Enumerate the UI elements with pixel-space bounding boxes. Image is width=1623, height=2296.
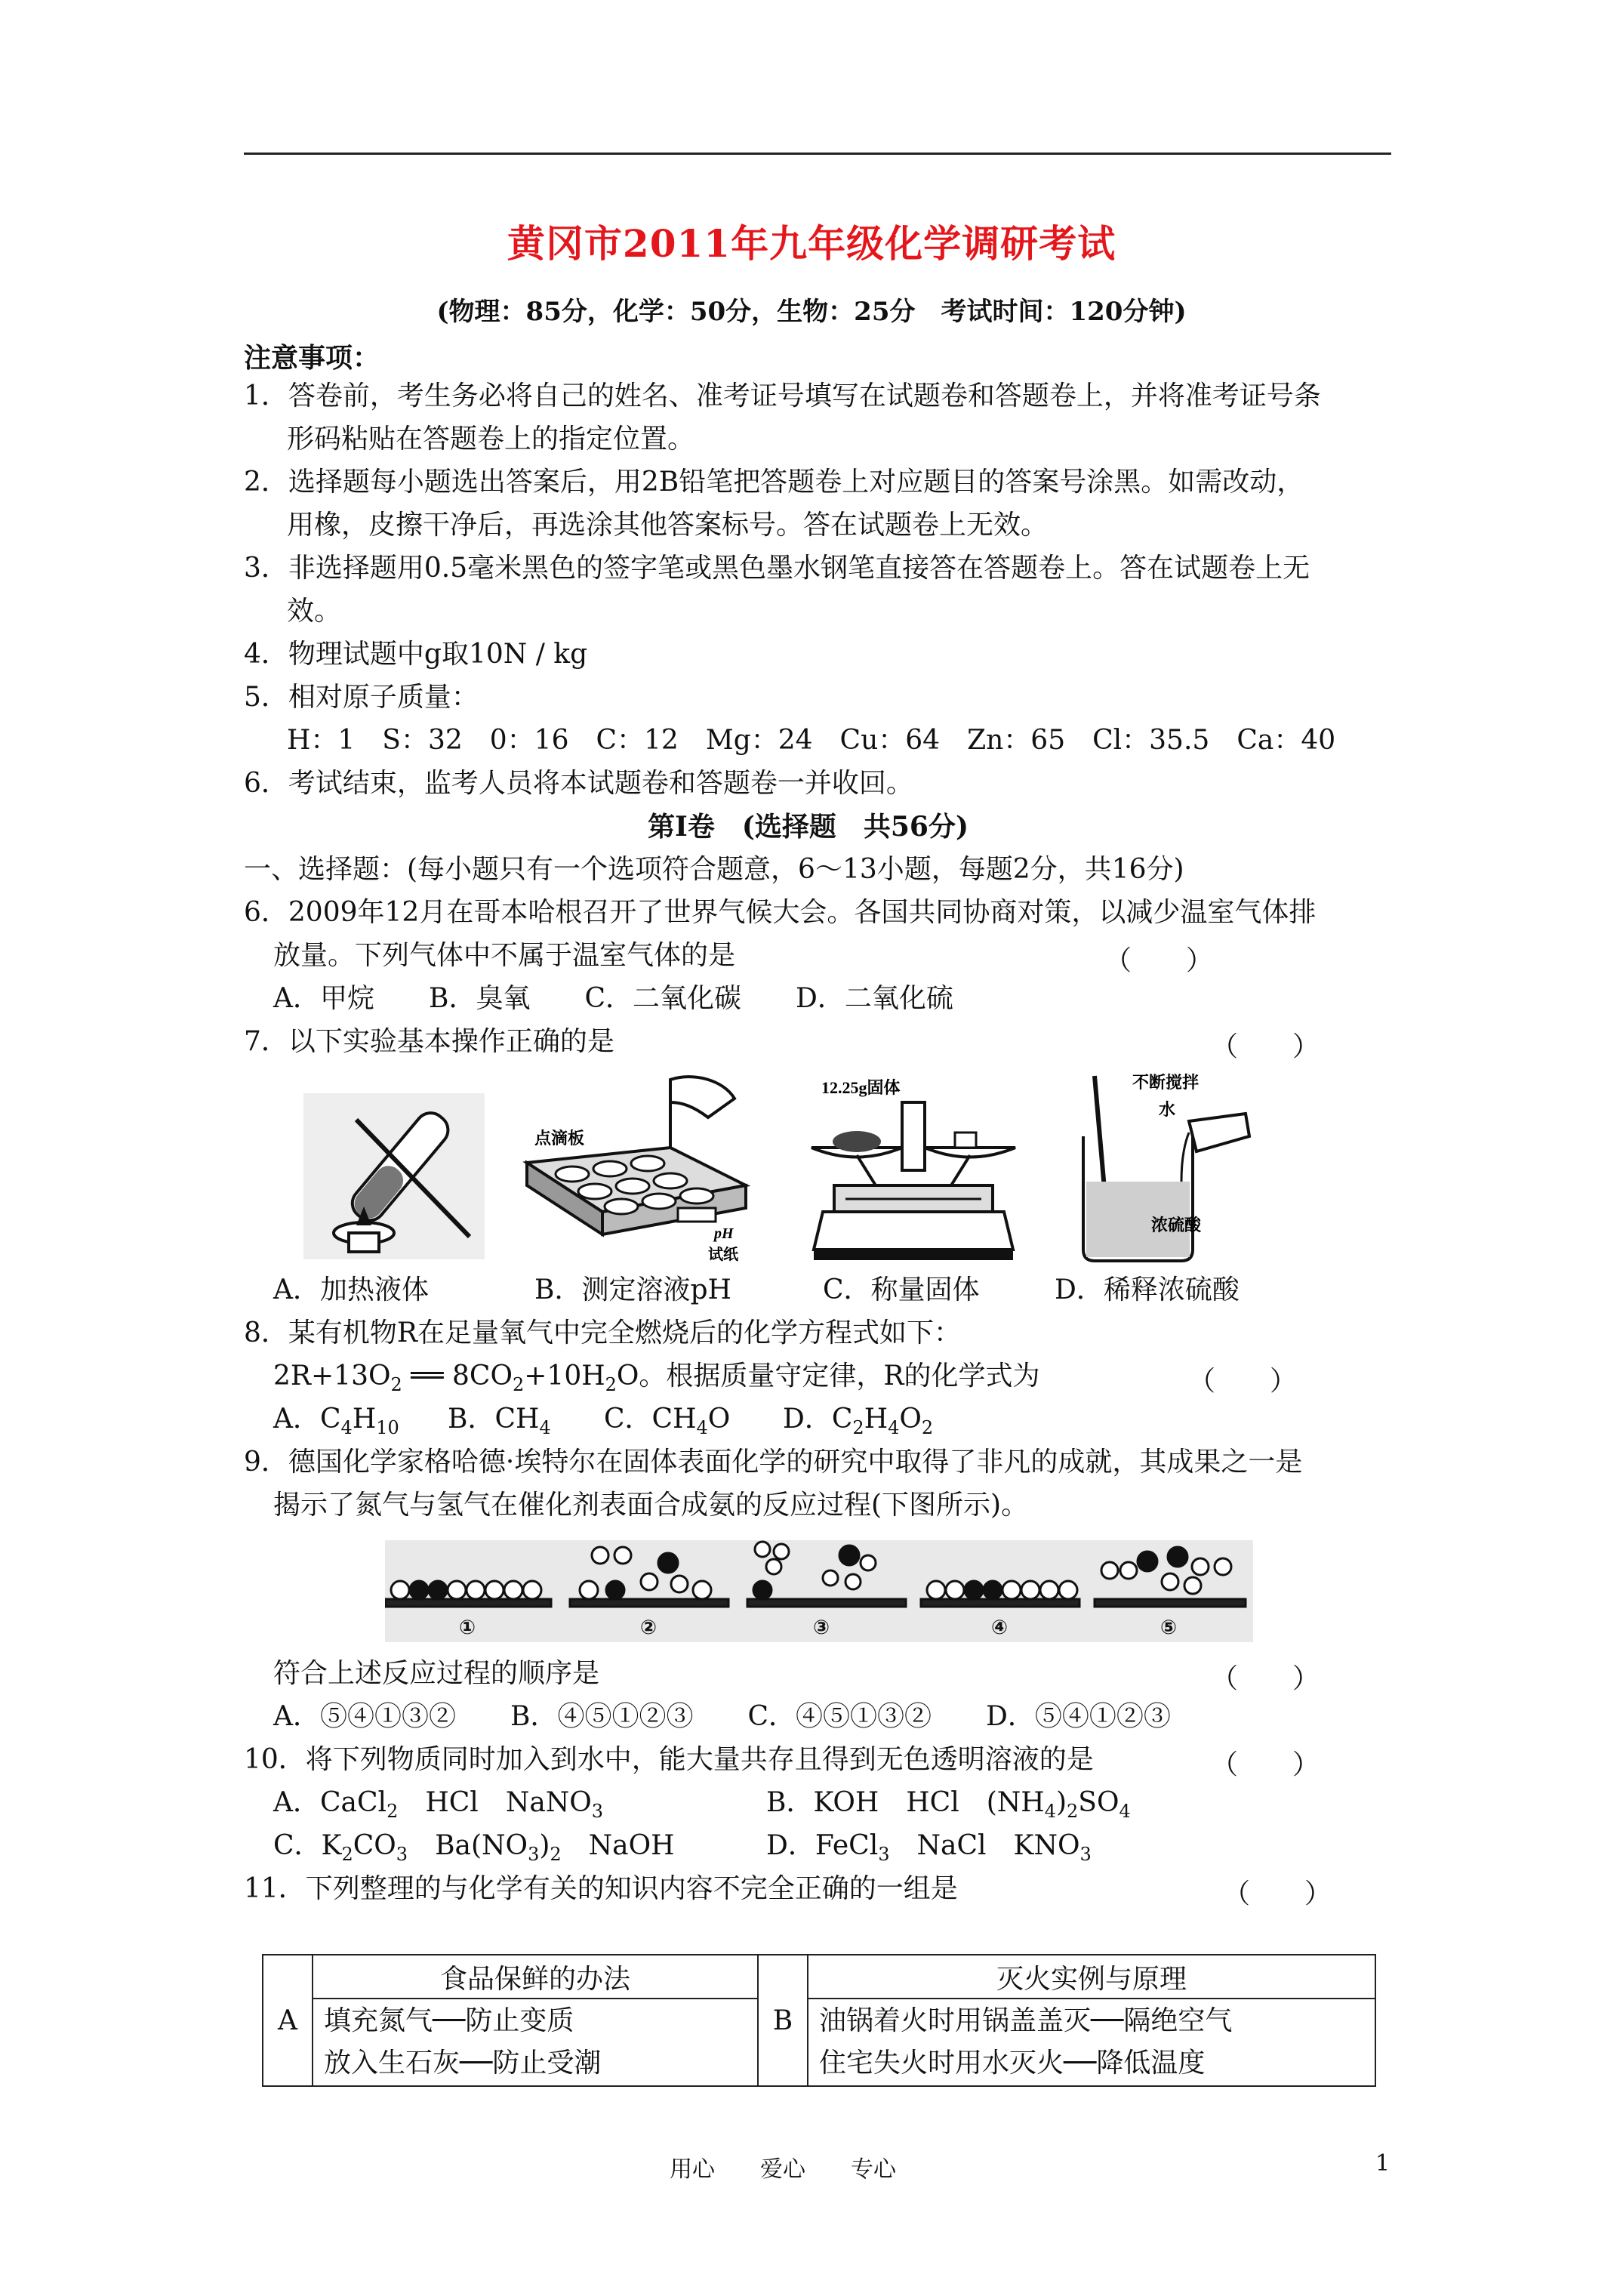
label-solid-mass: 12.25g固体 — [821, 1078, 901, 1097]
table-cell-label: B — [758, 1955, 808, 2086]
answer-blank: （ ） — [1188, 1366, 1298, 1397]
notice-item: 5．相对原子质量： — [244, 682, 479, 713]
exam-title: 黄冈市2011年九年级化学调研考试 — [507, 221, 1116, 266]
step-label: ④ — [991, 1616, 1009, 1639]
q10-option-a: A．CaCl$_2$ HCl NaNO$_3$ — [273, 1787, 604, 1822]
q9-stem: 9．德国化学家格哈德·埃特尔在固体表面化学的研究中取得了非凡的成就，其成果之一是 — [244, 1447, 1303, 1478]
dilute-acid-figure — [1068, 1068, 1264, 1272]
q7-stem: 7．以下实验基本操作正确的是 — [244, 1026, 614, 1057]
q10-option-c: C．$K_2CO_3$ $Ba(NO_3)_2$ NaOH — [273, 1830, 675, 1865]
heating-liquid-figure — [303, 1093, 485, 1259]
table-cell: 填充氮气──防止变质 放入生石灰──防止受潮 — [313, 1999, 758, 2086]
ph-test-figure — [519, 1072, 753, 1276]
q6-stem: 放量。下列气体中不属于温室气体的是 — [273, 940, 736, 971]
step-label: ② — [640, 1616, 658, 1639]
answer-blank: （ ） — [1223, 1878, 1332, 1909]
q10-stem: 10．将下列物质同时加入到水中，能大量共存且得到无色透明溶液的是 — [244, 1744, 1094, 1775]
q6-stem: 6．2009年12月在哥本哈根召开了世界气候大会。各国共同协商对策，以减少温室气体排 — [244, 897, 1317, 928]
q7-option: B．测定溶液pH — [534, 1274, 731, 1305]
table-header: 食品保鲜的办法 — [313, 1955, 758, 1999]
q8-option: C．$CH_4O$ — [604, 1404, 731, 1438]
q8-equation: $2R+13O_2$ ══ $8CO_2+10H_2O$。根据质量守定律，R的化学式为 — [273, 1361, 1040, 1395]
q8-option: D．$C_2H_4O_2$ — [783, 1404, 934, 1438]
notice-heading: 注意事项： — [244, 342, 380, 374]
atomic-masses: H：1 S：32 0：16 C：12 Mg：24 Cu：64 Zn：65 Cl：35.5 Ca：40 — [287, 725, 1336, 756]
q11-table — [262, 1954, 1376, 2087]
q6-options: A．甲烷 B．臭氧 C．二氧化碳 D．二氧化硫 — [273, 983, 953, 1014]
label-stir: 不断搅拌 — [1132, 1073, 1200, 1092]
section-heading: 第Ⅰ卷 (选择题 共56分) — [648, 811, 969, 843]
label-dian-di-ban: 点滴板 — [534, 1129, 585, 1148]
notice-item: 3．非选择题用0.5毫米黑色的签字笔或黑色墨水钢笔直接答在答题卷上。答在试题卷上无 — [244, 553, 1310, 584]
notice-item: 4．物理试题中g取10N / kg — [244, 639, 588, 670]
q9-stem: 揭示了氮气与氢气在催化剂表面合成氨的反应过程(下图所示)。 — [273, 1490, 1029, 1521]
q8-stem: 8．某有机物R在足量氧气中完全燃烧后的化学方程式如下： — [244, 1318, 962, 1348]
header-rule — [244, 153, 1391, 155]
step-label: ③ — [813, 1616, 830, 1639]
q11-stem: 11．下列整理的与化学有关的知识内容不完全正确的一组是 — [244, 1873, 958, 1904]
answer-blank: （ ） — [1104, 945, 1214, 976]
notice-item: 6．考试结束，监考人员将本试题卷和答题卷一并收回。 — [244, 768, 913, 799]
part-heading: 一、选择题：(每小题只有一个选项符合题意，6～13小题，每题2分，共16分) — [244, 854, 1184, 885]
notice-item: 效。 — [287, 596, 342, 627]
reaction-process-figure — [385, 1540, 1253, 1642]
answer-blank: （ ） — [1211, 1663, 1320, 1694]
q10-option-b: B．KOH HCl $(NH_4)_2SO_4$ — [766, 1787, 1131, 1822]
q7-option: A．加热液体 — [273, 1274, 429, 1305]
answer-blank: （ ） — [1211, 1749, 1320, 1780]
notice-item: 形码粘贴在答题卷上的指定位置。 — [287, 424, 695, 455]
step-label: ⑤ — [1160, 1616, 1178, 1639]
page-number: 1 — [1375, 2150, 1390, 2177]
label-conc-acid: 浓硫酸 — [1151, 1216, 1202, 1234]
notice-item: 2．选择题每小题选出答案后，用2B铅笔把答题卷上对应题目的答案号涂黑。如需改动， — [244, 467, 1304, 498]
q8-option: B．$CH_4$ — [448, 1404, 551, 1438]
q9-options: A．⑤④①③② B．④⑤①②③ C．④⑤①③② D．⑤④①②③ — [273, 1701, 1171, 1732]
notice-item: 用橡，皮擦干净后，再选涂其他答案标号。答在试题卷上无效。 — [287, 510, 1049, 541]
q7-option: C．称量固体 — [823, 1274, 980, 1305]
table-cell: 油锅着火时用锅盖盖灭──隔绝空气 住宅失火时用水灭火──降低温度 — [808, 1999, 1375, 2086]
balance-figure — [808, 1072, 1019, 1276]
label-test-paper: 试纸 — [708, 1247, 738, 1263]
step-label: ① — [459, 1616, 476, 1639]
answer-blank: （ ） — [1211, 1031, 1320, 1062]
label-water: 水 — [1159, 1100, 1176, 1119]
q7-option: D．稀释浓硫酸 — [1055, 1274, 1240, 1305]
q8-option: A．$C_4H_{10}$ — [273, 1404, 399, 1438]
table-cell-label: A — [263, 1955, 313, 2086]
notice-item: 1．答卷前，考生务必将自己的姓名、准考证号填写在试题卷和答题卷上，并将准考证号条 — [244, 381, 1321, 411]
q10-option-d: D．FeCl$_3$ NaCl $KNO_3$ — [766, 1830, 1092, 1865]
footer-motto: 用心 爱心 专心 — [670, 2156, 896, 2183]
q9-stem: 符合上述反应过程的顺序是 — [273, 1658, 600, 1689]
label-ph: pH — [714, 1225, 734, 1242]
exam-subtitle: (物理：85分，化学：50分，生物：25分 考试时间：120分钟) — [436, 297, 1187, 327]
table-header: 灭火实例与原理 — [808, 1955, 1375, 1999]
